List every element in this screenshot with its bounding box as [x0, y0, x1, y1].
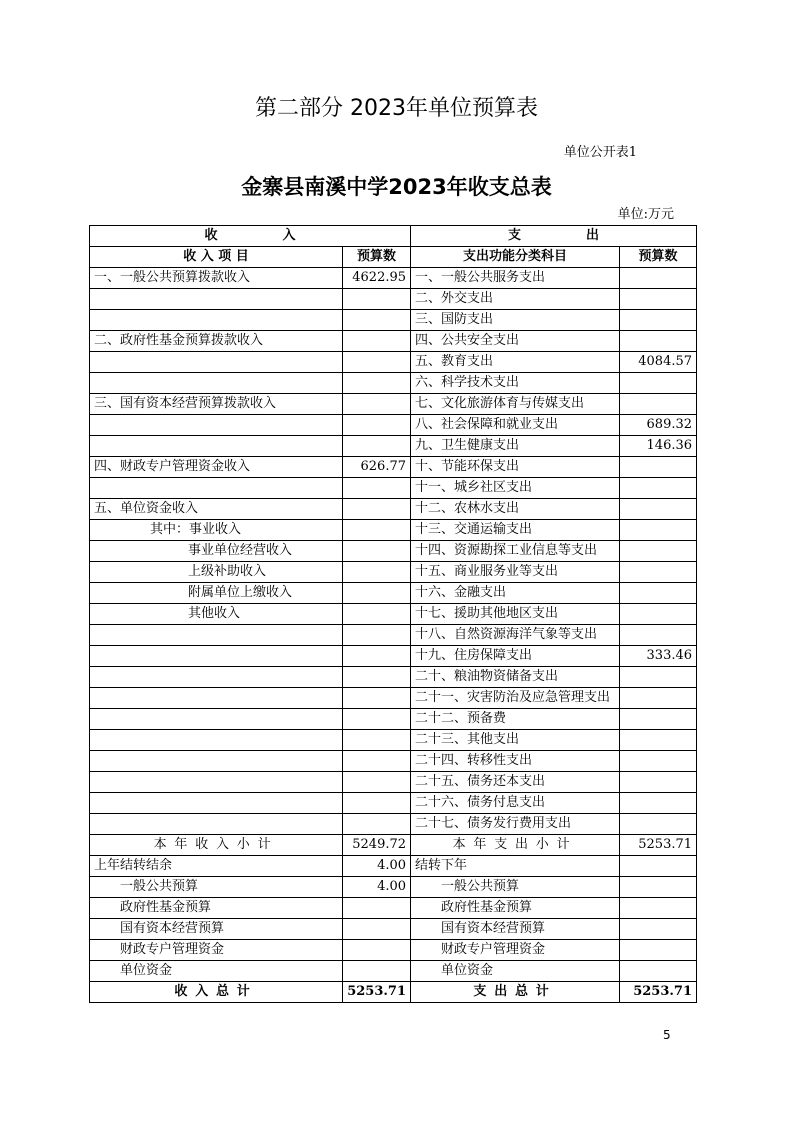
expense-item: 十、节能环保支出 [411, 457, 620, 478]
expense-item: 六、科学技术支出 [411, 373, 620, 394]
expense-item: 九、卫生健康支出 [411, 436, 620, 457]
table-row [90, 310, 697, 331]
expense-amount: 4084.57 [620, 352, 697, 373]
page-number: 5 [663, 1028, 671, 1042]
expense-item: 五、教育支出 [411, 352, 620, 373]
expense-item-header: 支出功能分类科目 [411, 247, 620, 268]
table-row [90, 793, 697, 814]
income-item [90, 436, 343, 457]
income-item: 一、一般公共预算拨款收入 [90, 268, 343, 289]
income-amount [343, 751, 411, 772]
expense-amount [620, 583, 697, 604]
income-amount [343, 520, 411, 541]
table-row [90, 352, 697, 373]
income-amount: 4.00 [343, 877, 411, 898]
expense-amount [620, 625, 697, 646]
income-amount [343, 646, 411, 667]
expense-amount [620, 562, 697, 583]
income-amount [343, 625, 411, 646]
income-amount [343, 772, 411, 793]
expense-amount [620, 961, 697, 982]
table-row [90, 499, 697, 520]
expense-amount [620, 877, 697, 898]
income-item: 本年收入小计 [90, 835, 343, 856]
expense-item: 十四、资源勘探工业信息等支出 [411, 541, 620, 562]
income-amount [343, 940, 411, 961]
carry-row [90, 898, 697, 919]
table-row [90, 814, 697, 835]
income-amount [343, 373, 411, 394]
income-item [90, 688, 343, 709]
income-item [90, 772, 343, 793]
expense-amount [620, 793, 697, 814]
income-amount [343, 709, 411, 730]
table-row [90, 751, 697, 772]
income-item [90, 415, 343, 436]
expense-item: 七、文化旅游体育与传媒支出 [411, 394, 620, 415]
income-item [90, 289, 343, 310]
expense-amount [620, 772, 697, 793]
income-item: 上级补助收入 [90, 562, 343, 583]
income-amount [343, 499, 411, 520]
income-amount [343, 478, 411, 499]
income-amount: 4622.95 [343, 268, 411, 289]
total-row [90, 982, 697, 1003]
table-row [90, 478, 697, 499]
income-amount [343, 289, 411, 310]
table-row [90, 394, 697, 415]
table-row [90, 583, 697, 604]
expense-amount [620, 898, 697, 919]
carry-row [90, 940, 697, 961]
income-amount [343, 961, 411, 982]
income-item [90, 667, 343, 688]
income-amount [343, 604, 411, 625]
income-item [90, 478, 343, 499]
expense-item: 二十四、转移性支出 [411, 751, 620, 772]
expense-item: 十九、住房保障支出 [411, 646, 620, 667]
income-item [90, 793, 343, 814]
income-item: 其中：事业收入 [90, 520, 343, 541]
income-item: 其他收入 [90, 604, 343, 625]
income-item [90, 814, 343, 835]
table-row [90, 604, 697, 625]
expense-item: 十六、金融支出 [411, 583, 620, 604]
carry-row [90, 919, 697, 940]
table-row [90, 457, 697, 478]
income-item: 国有资本经营预算 [90, 919, 343, 940]
expense-amount [620, 373, 697, 394]
expense-item: 二十、粮油物资储备支出 [411, 667, 620, 688]
expense-amount [620, 499, 697, 520]
expense-item: 财政专户管理资金 [411, 940, 620, 961]
expense-item: 八、社会保障和就业支出 [411, 415, 620, 436]
income-amount [343, 394, 411, 415]
expense-item: 二、外交支出 [411, 289, 620, 310]
income-item [90, 646, 343, 667]
table-row [90, 688, 697, 709]
expense-item: 政府性基金预算 [411, 898, 620, 919]
income-item [90, 352, 343, 373]
income-item: 事业单位经营收入 [90, 541, 343, 562]
table-row [90, 562, 697, 583]
expense-amount [620, 520, 697, 541]
table-row [90, 730, 697, 751]
income-amount [343, 541, 411, 562]
expense-item: 十一、城乡社区支出 [411, 478, 620, 499]
expense-item: 本年支出小计 [411, 835, 620, 856]
table-row [90, 646, 697, 667]
subtotal-row [90, 835, 697, 856]
budget-table [89, 225, 697, 1003]
income-item: 政府性基金预算 [90, 898, 343, 919]
income-item: 单位资金 [90, 961, 343, 982]
part-title: 第二部分 2023年单位预算表 [255, 96, 538, 121]
expense-item: 二十六、债务付息支出 [411, 793, 620, 814]
income-amount [343, 331, 411, 352]
income-header: 收 入 [90, 226, 411, 247]
carry-row [90, 877, 697, 898]
expense-item: 单位资金 [411, 961, 620, 982]
expense-item: 四、公共安全支出 [411, 331, 620, 352]
expense-item: 一般公共预算 [411, 877, 620, 898]
header-row-group [90, 226, 697, 247]
income-amount [343, 562, 411, 583]
income-item: 一般公共预算 [90, 877, 343, 898]
expense-amount [620, 814, 697, 835]
income-item: 二、政府性基金预算拨款收入 [90, 331, 343, 352]
table-number: 单位公开表1 [563, 145, 637, 160]
table-row [90, 289, 697, 310]
expense-amount [620, 667, 697, 688]
income-amount [343, 688, 411, 709]
expense-amount [620, 457, 697, 478]
table-row [90, 667, 697, 688]
expense-amount [620, 688, 697, 709]
income-amount [343, 310, 411, 331]
income-item: 五、单位资金收入 [90, 499, 343, 520]
expense-amount: 333.46 [620, 646, 697, 667]
expense-item: 支出总计 [411, 982, 620, 1003]
income-amount-header: 预算数 [343, 247, 411, 268]
income-item: 财政专户管理资金 [90, 940, 343, 961]
income-item [90, 751, 343, 772]
carry-row [90, 961, 697, 982]
income-item: 收入总计 [90, 982, 343, 1003]
expense-amount: 146.36 [620, 436, 697, 457]
expense-amount [620, 310, 697, 331]
table-row [90, 373, 697, 394]
expense-amount: 689.32 [620, 415, 697, 436]
table-row [90, 436, 697, 457]
income-item-header: 收 入 项 目 [90, 247, 343, 268]
expense-item: 十五、商业服务业等支出 [411, 562, 620, 583]
expense-amount [620, 751, 697, 772]
expense-item: 三、国防支出 [411, 310, 620, 331]
table-row [90, 625, 697, 646]
table-row [90, 541, 697, 562]
income-amount [343, 415, 411, 436]
expense-amount [620, 730, 697, 751]
table-row [90, 709, 697, 730]
expense-item: 二十一、灾害防治及应急管理支出 [411, 688, 620, 709]
table-row [90, 520, 697, 541]
income-item: 三、国有资本经营预算拨款收入 [90, 394, 343, 415]
header-row-columns [90, 247, 697, 268]
table-row [90, 415, 697, 436]
income-item [90, 373, 343, 394]
expense-item: 十七、援助其他地区支出 [411, 604, 620, 625]
expense-amount [620, 856, 697, 877]
expense-amount [620, 289, 697, 310]
expense-item: 二十七、债务发行费用支出 [411, 814, 620, 835]
income-amount [343, 730, 411, 751]
income-item: 四、财政专户管理资金收入 [90, 457, 343, 478]
income-item [90, 625, 343, 646]
expense-amount [620, 919, 697, 940]
expense-item: 十三、交通运输支出 [411, 520, 620, 541]
table-row [90, 268, 697, 289]
unit-label: 单位:万元 [617, 207, 674, 222]
income-amount: 4.00 [343, 856, 411, 877]
expense-item: 二十五、债务还本支出 [411, 772, 620, 793]
income-amount [343, 919, 411, 940]
income-item: 附属单位上缴收入 [90, 583, 343, 604]
income-amount [343, 667, 411, 688]
expense-amount [620, 541, 697, 562]
expense-amount [620, 478, 697, 499]
table-row [90, 772, 697, 793]
income-item [90, 730, 343, 751]
expense-amount [620, 331, 697, 352]
expense-item: 结转下年 [411, 856, 620, 877]
income-amount [343, 898, 411, 919]
income-amount [343, 352, 411, 373]
expense-header: 支 出 [411, 226, 697, 247]
expense-item: 十八、自然资源海洋气象等支出 [411, 625, 620, 646]
expense-item: 二十三、其他支出 [411, 730, 620, 751]
expense-amount [620, 604, 697, 625]
income-item: 上年结转结余 [90, 856, 343, 877]
income-amount [343, 793, 411, 814]
table-row [90, 331, 697, 352]
expense-amount: 5253.71 [620, 835, 697, 856]
expense-item: 二十二、预备费 [411, 709, 620, 730]
expense-amount [620, 394, 697, 415]
expense-item: 十二、农林水支出 [411, 499, 620, 520]
income-amount [343, 814, 411, 835]
page-title: 金寨县南溪中学2023年收支总表 [241, 175, 552, 199]
income-amount: 5253.71 [343, 982, 411, 1003]
income-item [90, 709, 343, 730]
income-amount [343, 436, 411, 457]
carry-row [90, 856, 697, 877]
expense-amount-header: 预算数 [620, 247, 697, 268]
income-item [90, 310, 343, 331]
income-amount [343, 583, 411, 604]
expense-amount [620, 940, 697, 961]
expense-item: 一、一般公共服务支出 [411, 268, 620, 289]
expense-amount: 5253.71 [620, 982, 697, 1003]
income-amount: 626.77 [343, 457, 411, 478]
expense-amount [620, 268, 697, 289]
expense-item: 国有资本经营预算 [411, 919, 620, 940]
income-amount: 5249.72 [343, 835, 411, 856]
expense-amount [620, 709, 697, 730]
